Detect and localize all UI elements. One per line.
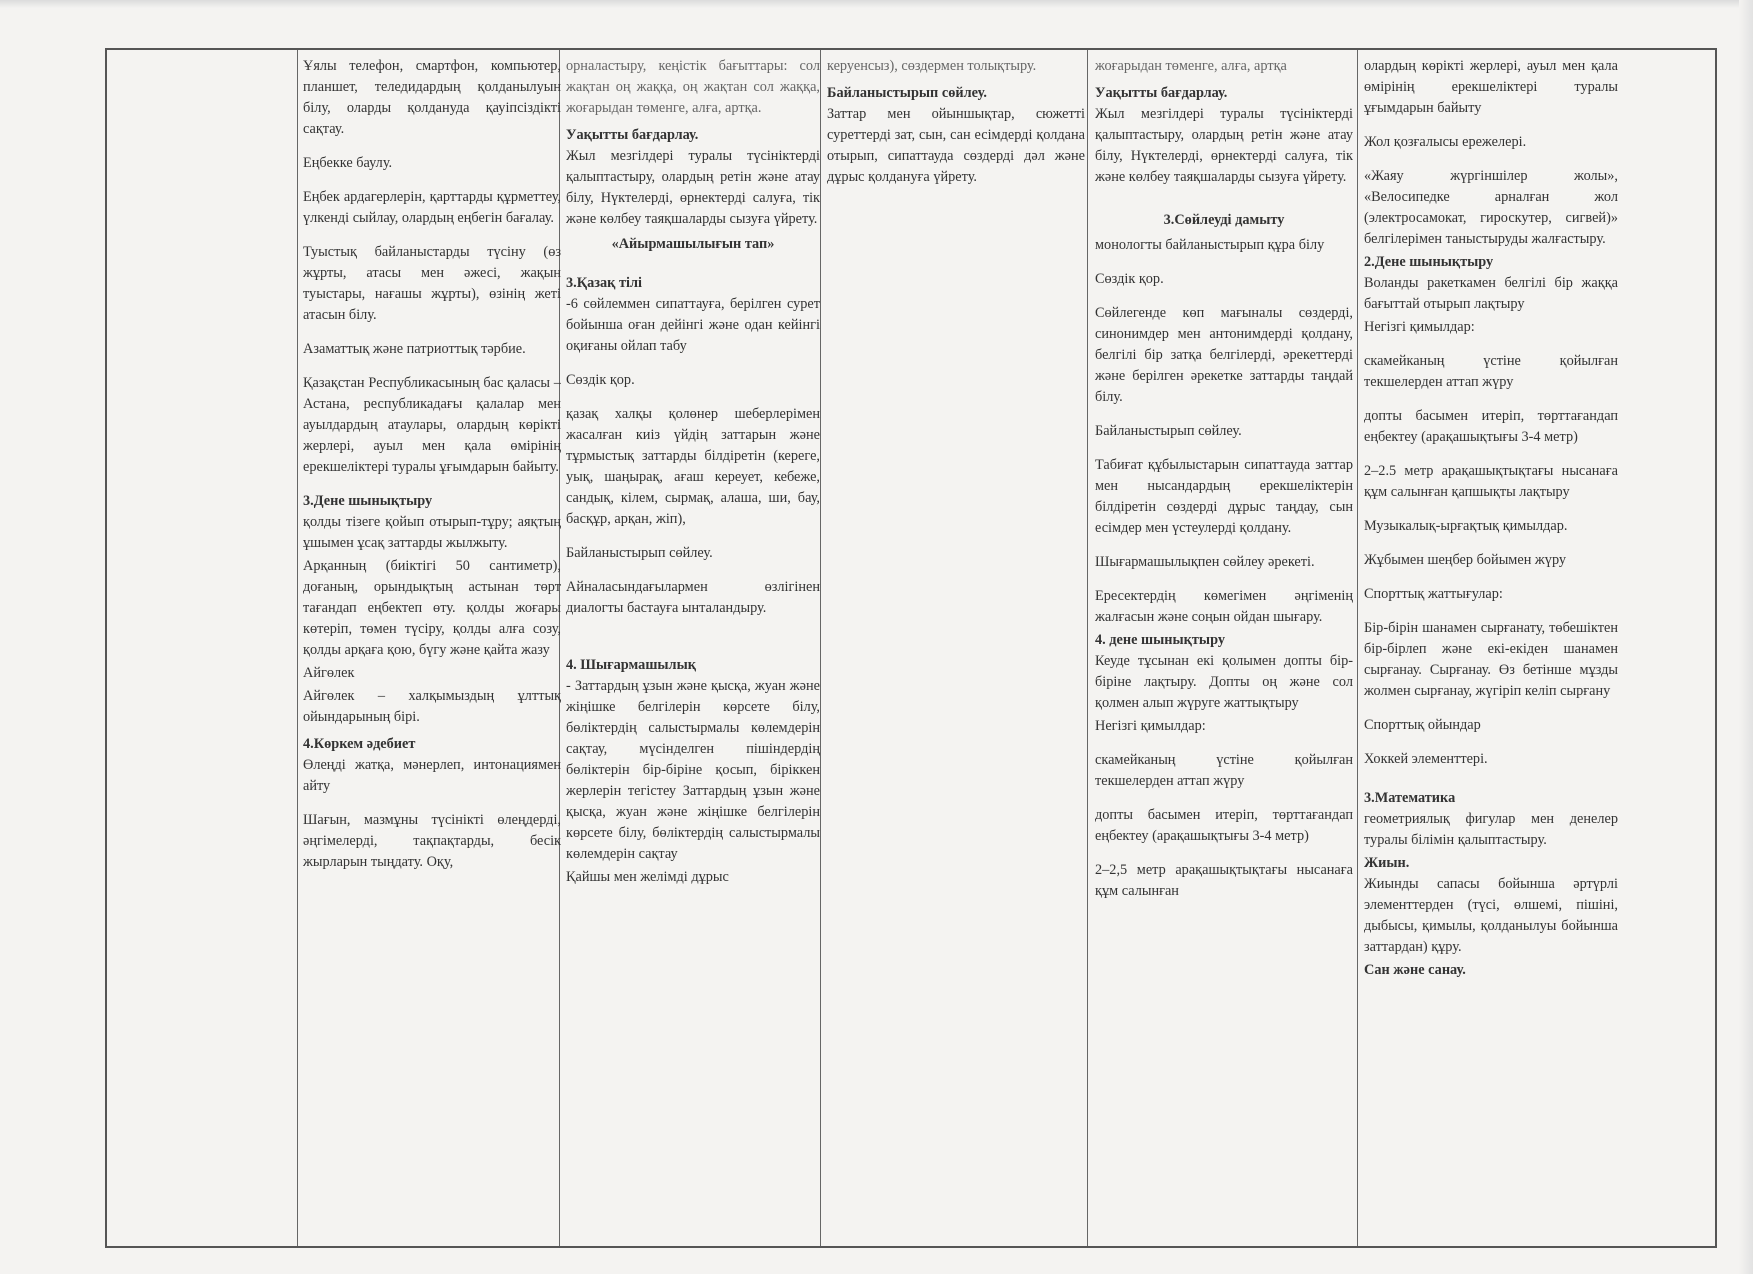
- text-paragraph: Сөйлегенде көп мағыналы сөздерді, синонимдер мен антонимдерді қолдану, белгілі бір затқа белгілерді, әрекеттерді және берілген әрекетке заттарды таңдай білу.: [1095, 305, 1353, 405]
- plan-table: [105, 48, 1717, 1248]
- text-paragraph: жоғарыдан төменге, алға, артқа: [1095, 58, 1287, 74]
- text-paragraph: Айгөлек: [303, 665, 355, 681]
- text-paragraph: Музыкалық-ырғақтық қимылдар.: [1364, 518, 1568, 534]
- text-paragraph: 2–2,5 метр арақашықтықтағы нысанаға құм салынған: [1095, 862, 1353, 899]
- text-paragraph: геометриялық фигулар мен денелер туралы білімін қалыптастыру.: [1364, 811, 1618, 848]
- section-heading: 4. Шығармашылық: [566, 657, 696, 673]
- column-2: [562, 56, 820, 1242]
- column-divider: [1087, 50, 1088, 1246]
- text-paragraph: Хоккей элементтері.: [1364, 751, 1488, 767]
- section-heading: 3.Қазақ тілі: [566, 275, 642, 291]
- section-heading: 4. дене шынықтыру: [1095, 632, 1225, 648]
- column-4: [1091, 56, 1353, 1242]
- text-paragraph: Табиғат құбылыстарын сипаттауда заттар мен нысандардың ерекшеліктерін білдіретін сөздерді дұрыс таңдау, сын есімдер мен үстеулерді қолдану.: [1095, 457, 1353, 536]
- text-paragraph: -6 сөйлеммен сипаттауға, берілген сурет бойынша оған дейінгі және одан кейінгі оқиғаны ойлап табу: [566, 296, 820, 354]
- text-paragraph: Жұбымен шеңбер бойымен жүру: [1364, 552, 1567, 568]
- text-paragraph: Байланыстырып сөйлеу.: [566, 545, 713, 561]
- text-paragraph: «Жаяу жүргіншілер жолы», «Велосипедке арналған жол (электросамокат, гироскутер, сигвей)» белгілерімен таныстыруды жалғастыру.: [1364, 168, 1618, 247]
- text-paragraph: Туыстық байланыстарды түсіну (өз жұрты, атасы мен әжесі, жақын туыстары, нағашы жұрты), өзінің жеті атасын білу.: [303, 244, 561, 323]
- text-paragraph: керуенсыз), сөздермен толықтыру.: [827, 58, 1037, 74]
- text-paragraph: Арқанның (биіктігі 50 сантиметр), доғаның, орындықтың астынан төрт тағандап еңбектеп өту. қолды жоғары көтеріп, төмен түсіру, қолды алға созу, қолды арқаға қою, бүгу және қайта жазу: [303, 558, 561, 658]
- text-paragraph: Өлеңді жатқа, мәнерлеп, интонациямен айту: [303, 757, 561, 794]
- column-divider: [297, 50, 298, 1246]
- text-paragraph: Жиынды сапасы бойынша әртүрлі элементтерден (түсі, өлшемі, пішіні, дыбысы, қимылы, қолданылуы бойынша заттардан) құру.: [1364, 876, 1618, 955]
- section-heading: Уақытты бағдарлау.: [566, 127, 699, 143]
- column-1: [299, 56, 561, 1242]
- text-paragraph: қазақ халқы қолөнер шеберлерімен жасалған киіз үйдің заттарын және тұрмыстық заттарды білдіретін (кереге, уық, шаңырақ, ағаш кереует, кебеже, сандық, кілем, сырмақ, алаша, ши, бау, басқұр, арқан, жіп),: [566, 406, 820, 527]
- text-paragraph: Кеуде тұсынан екі қолымен допты бір-біріне лақтыру. Допты оң және сол қолмен алып жүруге жаттықтыру: [1095, 653, 1353, 711]
- section-heading: «Айырмашылығын тап»: [611, 236, 775, 252]
- text-paragraph: Жыл мезгілдері туралы түсініктерді қалыптастыру, олардың ретін және атау білу, Нүктелерді, өрнектерді салуға, тік және көлбеу таяқшаларды сызуға үйрету.: [1095, 106, 1353, 185]
- column-3: [823, 56, 1085, 1242]
- section-heading: 3.Математика: [1364, 790, 1456, 806]
- scan-edge-top: [0, 0, 1753, 8]
- text-paragraph: Ұялы телефон, смартфон, компьютер, планшет, теледидардың қолданылуын білу, оларды қолдануда қауіпсіздікті сақтау.: [303, 58, 561, 137]
- text-paragraph: Жол қозғалысы ережелері.: [1364, 134, 1527, 150]
- column-divider: [1357, 50, 1358, 1246]
- section-heading: Уақытты бағдарлау.: [1095, 85, 1228, 101]
- section-heading: 3.Сөйлеуді дамыту: [1163, 212, 1285, 228]
- section-heading: 3.Дене шынықтыру: [303, 493, 433, 509]
- text-paragraph: Негізгі қимылдар:: [1364, 319, 1475, 335]
- text-paragraph: Сөздік қор.: [1095, 271, 1164, 287]
- text-paragraph: Бір-бірін шанамен сырғанату, төбешіктен бір-бірлеп және екі-екіден шанамен сырғанау. Сырғанау. Өз бетінше мұзды жолмен сырғанау, жүгіріп келіп сырғану: [1364, 620, 1618, 699]
- text-paragraph: Спорттық ойындар: [1364, 717, 1481, 733]
- scan-edge-right: [1739, 0, 1753, 1274]
- text-paragraph: Қайшы мен желімді дұрыс: [566, 869, 729, 885]
- text-paragraph: Негізгі қимылдар:: [1095, 718, 1206, 734]
- text-paragraph: олардың көрікті жерлері, ауыл мен қала өмірінің ерекшеліктері туралы ұғымдарын байыту: [1364, 58, 1618, 116]
- text-paragraph: Спорттық жаттығулар:: [1364, 586, 1503, 602]
- text-paragraph: - Заттардың ұзын және қысқа, жуан және жіңішке белгілерін көрсете білу, бөліктердің салыстырмалы көлемдерін сақтау, мүсінделген пішіндердің бөліктерін бір-біріне қосып, біріккен жерлерін тегістеу Заттардың ұзын және қысқа, жуан және жіңішке белгілерін көрсете білу, бөліктердің салыстырмалы көлемдерін сақтау: [566, 678, 820, 862]
- section-heading: 4.Көркем әдебиет: [303, 736, 416, 752]
- text-paragraph: Еңбек ардагерлерін, қарттарды құрметтеу, үлкенді сыйлау, олардың еңбегін бағалау.: [303, 189, 561, 226]
- text-paragraph: допты басымен итеріп, төрттағандап еңбектеу (арақашықтығы 3-4 метр): [1095, 807, 1353, 844]
- text-paragraph: Сөздік қор.: [566, 372, 635, 388]
- text-paragraph: 2–2.5 метр арақашықтықтағы нысанаға құм салынған қапшықты лақтыру: [1364, 463, 1618, 500]
- text-paragraph: Байланыстырып сөйлеу.: [1095, 423, 1242, 439]
- text-paragraph: скамейканың үстіне қойылған текшелерден аттап жүру: [1095, 752, 1353, 789]
- section-heading: Жиын.: [1364, 855, 1410, 871]
- text-paragraph: Воланды ракеткамен белгілі бір жаққа бағыттай отырып лақтыру: [1364, 275, 1618, 312]
- text-paragraph: Айналасындағылармен өзлігінен диалогты бастауға ынталандыру.: [566, 579, 820, 616]
- text-paragraph: Жыл мезгілдері туралы түсініктерді қалыптастыру, олардың ретін және атау білу, Нүктелерді, өрнектерді салуға, тік және көлбеу таяқшаларды сызуға үйрету.: [566, 148, 820, 227]
- text-paragraph: Шығармашылықпен сөйлеу әрекеті.: [1095, 554, 1315, 570]
- section-heading: 2.Дене шынықтыру: [1364, 254, 1494, 270]
- text-paragraph: Заттар мен ойыншықтар, сюжетті суреттерді зат, сын, сан есімдерді қолдана отырып, сипаттауда сөздерді дәл және дұрыс қолдануға үйрету.: [827, 106, 1085, 185]
- text-paragraph: Ересектердің көмегімен әңгіменің жалғасын және соңын ойдан шығару.: [1095, 588, 1353, 625]
- column-5: [1360, 56, 1618, 1242]
- text-paragraph: орналастыру, кеңістік бағыттары: сол жақтан оң жаққа, оң жақтан сол жаққа, жоғарыдан төменге, алға, артқа.: [566, 58, 820, 116]
- text-paragraph: монологты байланыстырып құра білу: [1095, 237, 1325, 253]
- text-paragraph: допты басымен итеріп, төрттағандап еңбектеу (арақашықтығы 3-4 метр): [1364, 408, 1618, 445]
- text-paragraph: Азаматтық және патриоттық тәрбие.: [303, 341, 526, 357]
- text-paragraph: скамейканың үстіне қойылған текшелерден аттап жүру: [1364, 353, 1618, 390]
- section-heading: Сан және санау.: [1364, 962, 1466, 978]
- text-paragraph: Қазақстан Республикасының бас қаласы – Астана, республикадағы қалалар мен ауылдардың атаулары, олардың көрікті жерлері, ауыл мен қала өмірінің ерекшеліктері туралы ұғымдарын байыту.: [303, 375, 561, 475]
- text-paragraph: Еңбекке баулу.: [303, 155, 393, 171]
- column-divider: [820, 50, 821, 1246]
- text-paragraph: Шағын, мазмұны түсінікті өлеңдерді, әңгімелерді, тақпақтарды, бесік жырларын тыңдату. Оқу,: [303, 812, 561, 870]
- section-heading: Байланыстырып сөйлеу.: [827, 85, 987, 101]
- text-paragraph: Айгөлек – халқымыздың ұлттық ойындарының бірі.: [303, 688, 561, 725]
- text-paragraph: қолды тізеге қойып отырып-тұру; аяқтың ұшымен ұсақ заттарды жылжыту.: [303, 514, 561, 551]
